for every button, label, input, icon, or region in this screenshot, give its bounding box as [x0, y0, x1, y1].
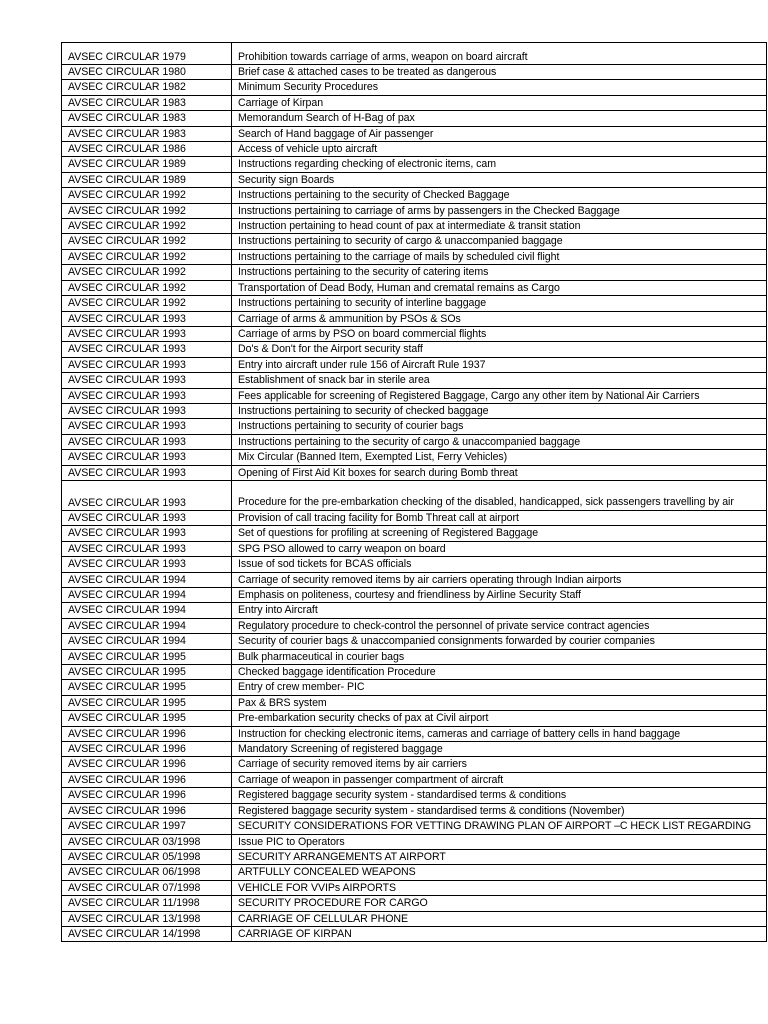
table-row: [62, 388, 767, 403]
table-row: [62, 342, 767, 357]
circular-subject-cell: Set of questions for profiling at screening of Registered Baggage: [232, 526, 767, 541]
table-row: [62, 280, 767, 295]
circular-ref-cell: AVSEC CIRCULAR 14/1998: [62, 926, 232, 941]
table-row: [62, 819, 767, 834]
circular-subject-cell: CARRIAGE OF KIRPAN: [232, 926, 767, 941]
table-row: [62, 142, 767, 157]
circular-subject-cell: Procedure for the pre-embarkation checking of the disabled, handicapped, sick passengers travelling by air: [232, 480, 767, 510]
circular-ref-cell: AVSEC CIRCULAR 1994: [62, 618, 232, 633]
circular-subject-cell: Instruction pertaining to head count of pax at intermediate & transit station: [232, 219, 767, 234]
circular-subject-cell: Minimum Security Procedures: [232, 80, 767, 95]
circular-ref-cell: AVSEC CIRCULAR 1996: [62, 726, 232, 741]
circular-ref-cell: AVSEC CIRCULAR 1993: [62, 434, 232, 449]
circular-subject-cell: Security of courier bags & unaccompanied consignments forwarded by courier companies: [232, 634, 767, 649]
circular-subject-cell: SPG PSO allowed to carry weapon on board: [232, 541, 767, 556]
circular-ref-cell: AVSEC CIRCULAR 1996: [62, 803, 232, 818]
table-row: [62, 434, 767, 449]
table-row: [62, 111, 767, 126]
table-row: [62, 572, 767, 587]
circular-subject-cell: SECURITY CONSIDERATIONS FOR VETTING DRAWING PLAN OF AIRPORT –C HECK LIST REGARDING: [232, 819, 767, 834]
table-row: [62, 249, 767, 264]
table-row: [62, 695, 767, 710]
circular-subject-cell: Entry of crew member- PIC: [232, 680, 767, 695]
circular-ref-cell: AVSEC CIRCULAR 1993: [62, 326, 232, 341]
table-row: [62, 726, 767, 741]
table-row: [62, 803, 767, 818]
circular-subject-cell: Fees applicable for screening of Registered Baggage, Cargo any other item by National Air Carriers: [232, 388, 767, 403]
table-row: [62, 188, 767, 203]
table-row: [62, 603, 767, 618]
table-row: [62, 649, 767, 664]
table-row: [62, 788, 767, 803]
circular-ref-cell: AVSEC CIRCULAR 1980: [62, 65, 232, 80]
circular-ref-cell: AVSEC CIRCULAR 1983: [62, 111, 232, 126]
table-row: [62, 557, 767, 572]
circular-ref-cell: AVSEC CIRCULAR 1993: [62, 480, 232, 510]
circular-table-body: [62, 43, 767, 942]
table-row: [62, 296, 767, 311]
circular-subject-cell: Instructions pertaining to security of cargo & unaccompanied baggage: [232, 234, 767, 249]
circular-subject-cell: Carriage of weapon in passenger compartment of aircraft: [232, 772, 767, 787]
table-row: [62, 80, 767, 95]
table-row: [62, 403, 767, 418]
circular-ref-cell: AVSEC CIRCULAR 1995: [62, 649, 232, 664]
table-row: [62, 172, 767, 187]
circular-subject-cell: Transportation of Dead Body, Human and crematal remains as Cargo: [232, 280, 767, 295]
circular-subject-cell: Search of Hand baggage of Air passenger: [232, 126, 767, 141]
table-row: [62, 126, 767, 141]
circular-subject-cell: Instructions pertaining to security of interline baggage: [232, 296, 767, 311]
table-row: [62, 634, 767, 649]
table-row: [62, 357, 767, 372]
table-row: [62, 43, 767, 65]
circular-subject-cell: Instructions pertaining to security of courier bags: [232, 419, 767, 434]
circular-subject-cell: Emphasis on politeness, courtesy and friendliness by Airline Security Staff: [232, 588, 767, 603]
circular-ref-cell: AVSEC CIRCULAR 1997: [62, 819, 232, 834]
table-row: [62, 450, 767, 465]
circular-ref-cell: AVSEC CIRCULAR 1983: [62, 95, 232, 110]
circular-ref-cell: AVSEC CIRCULAR 13/1998: [62, 911, 232, 926]
circular-ref-cell: AVSEC CIRCULAR 1994: [62, 603, 232, 618]
circular-subject-cell: Instructions regarding checking of electronic items, cam: [232, 157, 767, 172]
circular-ref-cell: AVSEC CIRCULAR 1993: [62, 526, 232, 541]
circular-subject-cell: Access of vehicle upto aircraft: [232, 142, 767, 157]
table-row: [62, 203, 767, 218]
circular-ref-cell: AVSEC CIRCULAR 1992: [62, 219, 232, 234]
circular-ref-cell: AVSEC CIRCULAR 11/1998: [62, 896, 232, 911]
table-row: [62, 326, 767, 341]
circular-ref-cell: AVSEC CIRCULAR 1995: [62, 711, 232, 726]
circular-ref-cell: AVSEC CIRCULAR 1986: [62, 142, 232, 157]
circular-ref-cell: AVSEC CIRCULAR 1993: [62, 510, 232, 525]
circular-ref-cell: AVSEC CIRCULAR 1992: [62, 280, 232, 295]
circular-ref-cell: AVSEC CIRCULAR 1979: [62, 43, 232, 65]
table-row: [62, 510, 767, 525]
circular-subject-cell: Memorandum Search of H-Bag of pax: [232, 111, 767, 126]
table-row: [62, 157, 767, 172]
circular-ref-cell: AVSEC CIRCULAR 1994: [62, 634, 232, 649]
circular-ref-cell: AVSEC CIRCULAR 1993: [62, 557, 232, 572]
circular-subject-cell: Instructions pertaining to the security of Checked Baggage: [232, 188, 767, 203]
circular-ref-cell: AVSEC CIRCULAR 1992: [62, 296, 232, 311]
table-row: [62, 834, 767, 849]
circular-subject-cell: Opening of First Aid Kit boxes for search during Bomb threat: [232, 465, 767, 480]
circular-ref-cell: AVSEC CIRCULAR 1989: [62, 172, 232, 187]
circular-subject-cell: Pax & BRS system: [232, 695, 767, 710]
circular-subject-cell: Security sign Boards: [232, 172, 767, 187]
circular-ref-cell: AVSEC CIRCULAR 1995: [62, 665, 232, 680]
table-row: [62, 526, 767, 541]
table-row: [62, 865, 767, 880]
circular-subject-cell: Registered baggage security system - standardised terms & conditions: [232, 788, 767, 803]
circular-subject-cell: Carriage of Kirpan: [232, 95, 767, 110]
circular-subject-cell: Carriage of arms & ammunition by PSOs & SOs: [232, 311, 767, 326]
circular-subject-cell: Establishment of snack bar in sterile area: [232, 373, 767, 388]
circular-ref-cell: AVSEC CIRCULAR 1993: [62, 388, 232, 403]
table-row: [62, 665, 767, 680]
table-row: [62, 465, 767, 480]
circular-ref-cell: AVSEC CIRCULAR 1995: [62, 680, 232, 695]
circular-subject-cell: Carriage of security removed items by air carriers: [232, 757, 767, 772]
circular-subject-cell: SECURITY PROCEDURE FOR CARGO: [232, 896, 767, 911]
circular-subject-cell: Instruction for checking electronic items, cameras and carriage of battery cells in hand baggage: [232, 726, 767, 741]
circular-subject-cell: Brief case & attached cases to be treated as dangerous: [232, 65, 767, 80]
circular-subject-cell: Issue PIC to Operators: [232, 834, 767, 849]
circular-subject-cell: Prohibition towards carriage of arms, weapon on board aircraft: [232, 43, 767, 65]
circular-subject-cell: Instructions pertaining to the security of catering items: [232, 265, 767, 280]
circular-ref-cell: AVSEC CIRCULAR 1992: [62, 249, 232, 264]
circular-ref-cell: AVSEC CIRCULAR 1996: [62, 788, 232, 803]
table-row: [62, 373, 767, 388]
table-row: [62, 618, 767, 633]
circular-ref-cell: AVSEC CIRCULAR 1992: [62, 265, 232, 280]
circular-subject-cell: SECURITY ARRANGEMENTS AT AIRPORT: [232, 849, 767, 864]
circular-subject-cell: Bulk pharmaceutical in courier bags: [232, 649, 767, 664]
table-row: [62, 219, 767, 234]
circular-subject-cell: Carriage of security removed items by air carriers operating through Indian airports: [232, 572, 767, 587]
circular-ref-cell: AVSEC CIRCULAR 06/1998: [62, 865, 232, 880]
table-row: [62, 680, 767, 695]
circular-ref-cell: AVSEC CIRCULAR 1996: [62, 757, 232, 772]
table-row: [62, 926, 767, 941]
circular-subject-cell: Entry into aircraft under rule 156 of Aircraft Rule 1937: [232, 357, 767, 372]
table-row: [62, 911, 767, 926]
table-row: [62, 311, 767, 326]
circular-ref-cell: AVSEC CIRCULAR 1993: [62, 311, 232, 326]
circular-table: [61, 42, 767, 942]
table-row: [62, 588, 767, 603]
circular-subject-cell: Do's & Don't for the Airport security staff: [232, 342, 767, 357]
circular-ref-cell: AVSEC CIRCULAR 1983: [62, 126, 232, 141]
table-row: [62, 742, 767, 757]
circular-ref-cell: AVSEC CIRCULAR 1993: [62, 357, 232, 372]
circular-ref-cell: AVSEC CIRCULAR 07/1998: [62, 880, 232, 895]
circular-subject-cell: Issue of sod tickets for BCAS officials: [232, 557, 767, 572]
circular-ref-cell: AVSEC CIRCULAR 1995: [62, 695, 232, 710]
circular-subject-cell: Mix Circular (Banned Item, Exempted List, Ferry Vehicles): [232, 450, 767, 465]
circular-ref-cell: AVSEC CIRCULAR 1996: [62, 772, 232, 787]
circular-subject-cell: Mandatory Screening of registered baggage: [232, 742, 767, 757]
circular-subject-cell: Provision of call tracing facility for Bomb Threat call at airport: [232, 510, 767, 525]
circular-ref-cell: AVSEC CIRCULAR 1993: [62, 403, 232, 418]
table-row: [62, 772, 767, 787]
circular-subject-cell: VEHICLE FOR VVIPs AIRPORTS: [232, 880, 767, 895]
table-row: [62, 541, 767, 556]
circular-subject-cell: Pre-embarkation security checks of pax at Civil airport: [232, 711, 767, 726]
table-row: [62, 757, 767, 772]
circular-subject-cell: ARTFULLY CONCEALED WEAPONS: [232, 865, 767, 880]
circular-ref-cell: AVSEC CIRCULAR 1994: [62, 588, 232, 603]
circular-ref-cell: AVSEC CIRCULAR 1982: [62, 80, 232, 95]
table-row: [62, 234, 767, 249]
table-row: [62, 880, 767, 895]
circular-ref-cell: AVSEC CIRCULAR 1993: [62, 342, 232, 357]
circular-ref-cell: AVSEC CIRCULAR 1992: [62, 203, 232, 218]
table-row: [62, 65, 767, 80]
circular-subject-cell: CARRIAGE OF CELLULAR PHONE: [232, 911, 767, 926]
table-row: [62, 480, 767, 510]
circular-subject-cell: Carriage of arms by PSO on board commercial flights: [232, 326, 767, 341]
circular-ref-cell: AVSEC CIRCULAR 05/1998: [62, 849, 232, 864]
circular-ref-cell: AVSEC CIRCULAR 1994: [62, 572, 232, 587]
circular-subject-cell: Instructions pertaining to carriage of arms by passengers in the Checked Baggage: [232, 203, 767, 218]
circular-ref-cell: AVSEC CIRCULAR 1993: [62, 373, 232, 388]
document-page: [61, 42, 765, 942]
circular-ref-cell: AVSEC CIRCULAR 1993: [62, 541, 232, 556]
circular-ref-cell: AVSEC CIRCULAR 1993: [62, 465, 232, 480]
table-row: [62, 849, 767, 864]
circular-subject-cell: Regulatory procedure to check-control the personnel of private service contract agencies: [232, 618, 767, 633]
circular-ref-cell: AVSEC CIRCULAR 1992: [62, 234, 232, 249]
circular-subject-cell: Checked baggage identification Procedure: [232, 665, 767, 680]
circular-subject-cell: Entry into Aircraft: [232, 603, 767, 618]
circular-ref-cell: AVSEC CIRCULAR 1993: [62, 419, 232, 434]
circular-ref-cell: AVSEC CIRCULAR 03/1998: [62, 834, 232, 849]
circular-subject-cell: Instructions pertaining to security of checked baggage: [232, 403, 767, 418]
table-row: [62, 711, 767, 726]
table-row: [62, 419, 767, 434]
circular-ref-cell: AVSEC CIRCULAR 1989: [62, 157, 232, 172]
table-row: [62, 265, 767, 280]
circular-ref-cell: AVSEC CIRCULAR 1993: [62, 450, 232, 465]
table-row: [62, 95, 767, 110]
table-row: [62, 896, 767, 911]
circular-subject-cell: Registered baggage security system - standardised terms & conditions (November): [232, 803, 767, 818]
circular-ref-cell: AVSEC CIRCULAR 1996: [62, 742, 232, 757]
circular-ref-cell: AVSEC CIRCULAR 1992: [62, 188, 232, 203]
circular-subject-cell: Instructions pertaining to the security of cargo & unaccompanied baggage: [232, 434, 767, 449]
circular-subject-cell: Instructions pertaining to the carriage of mails by scheduled civil flight: [232, 249, 767, 264]
